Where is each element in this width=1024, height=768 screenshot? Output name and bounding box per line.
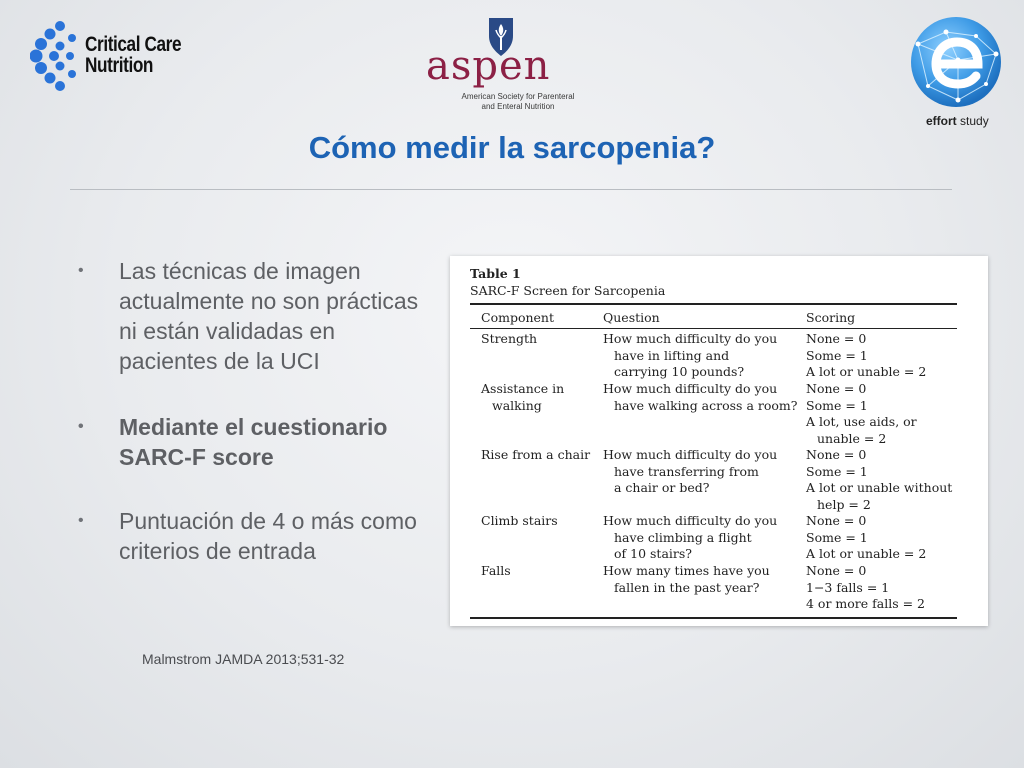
bullet-list: [78, 256, 428, 566]
aspen-subtitle: [428, 92, 608, 112]
table-header-question: Question: [603, 310, 660, 325]
cell-line: How much difficulty do you: [603, 331, 778, 346]
cell-line: None = 0: [806, 447, 867, 462]
cell-line: How much difficulty do you: [603, 381, 778, 396]
cell-line: Some = 1: [806, 397, 868, 413]
cell-line: A lot or unable = 2: [806, 546, 927, 561]
bullet-item: [78, 506, 428, 566]
cell-line: Some = 1: [806, 463, 868, 479]
table-cell-question: [603, 563, 770, 596]
table-cell-scoring: [806, 513, 926, 563]
table-caption: SARC-F Screen for Sarcopenia: [470, 283, 666, 298]
slide-title: Cómo medir la sarcopenia?: [308, 130, 716, 165]
bullet-marker: •: [78, 262, 84, 279]
table-header-rule: [470, 328, 957, 329]
effort-label-light: study: [956, 114, 989, 128]
cell-line: have walking across a room?: [614, 397, 798, 413]
cell-line: Climb stairs: [481, 513, 558, 528]
cell-line: Rise from a chair: [481, 447, 591, 462]
cell-line: Assistance in: [481, 381, 565, 396]
cell-line: help = 2: [817, 496, 871, 512]
cell-line: walking: [492, 397, 542, 413]
title-divider: [70, 189, 952, 190]
cell-line: have climbing a flight: [614, 529, 752, 545]
cell-line: A lot or unable = 2: [806, 364, 927, 379]
table-header-scoring: Scoring: [806, 310, 856, 325]
bullet-text: Puntuación de 4 o más como criterios de entrada: [119, 508, 417, 564]
bullet-text: Las técnicas de imagen actualmente no son prácticas ni están validadas en pacientes de la UCI: [119, 258, 419, 374]
cell-line: 4 or more falls = 2: [806, 596, 925, 611]
table-cell-component: [481, 381, 564, 414]
sarc-f-table: [450, 256, 988, 626]
table-cell-question: [603, 381, 797, 414]
table-cell-component: [481, 563, 511, 580]
effort-study-label: [926, 114, 989, 128]
cell-line: None = 0: [806, 513, 867, 528]
citation: Malmstrom JAMDA 2013;531-32: [142, 651, 345, 667]
table-top-rule: [470, 303, 957, 305]
table-cell-scoring: [806, 563, 925, 613]
cell-line: 1−3 falls = 1: [806, 579, 890, 595]
ccn-logo-line2: Nutrition: [85, 54, 154, 77]
effort-label-bold: effort: [926, 114, 957, 128]
bullet-marker: •: [78, 418, 84, 435]
cell-line: How much difficulty do you: [603, 447, 778, 462]
effort-globe-icon: [906, 14, 1010, 114]
cell-line: A lot or unable without: [806, 480, 953, 495]
cell-line: of 10 stairs?: [614, 546, 692, 561]
cell-line: have transferring from: [614, 463, 759, 479]
cell-line: None = 0: [806, 381, 867, 396]
aspen-subtitle-line1: American Society for Parenteral: [461, 92, 575, 101]
aspen-subtitle-line2: and Enteral Nutrition: [481, 102, 555, 111]
table-cell-scoring: [806, 381, 917, 447]
table-cell-component: [481, 513, 558, 530]
table-cell-question: [603, 447, 777, 497]
cell-line: have in lifting and: [614, 347, 730, 363]
cell-line: How many times have you: [603, 563, 770, 578]
table-cell-scoring: [806, 331, 926, 381]
table-cell-component: [481, 331, 537, 348]
cell-line: None = 0: [806, 563, 867, 578]
table-cell-component: [481, 447, 590, 464]
bullet-item: [78, 412, 428, 472]
cell-line: fallen in the past year?: [614, 579, 760, 595]
table-cell-question: [603, 513, 777, 563]
cell-line: How much difficulty do you: [603, 513, 778, 528]
cell-line: Some = 1: [806, 529, 868, 545]
bullet-text: Mediante el cuestionario SARC-F score: [119, 414, 388, 470]
critical-care-nutrition-logo: [30, 18, 180, 100]
bullet-item: [78, 256, 428, 376]
cell-line: None = 0: [806, 331, 867, 346]
cell-line: Some = 1: [806, 347, 868, 363]
aspen-logo: [418, 16, 608, 112]
ccn-logo-line1: Critical Care: [85, 33, 182, 56]
effort-study-logo: [906, 14, 1010, 132]
cell-line: carrying 10 pounds?: [614, 364, 745, 379]
ccn-logo-mark-icon: [30, 18, 86, 100]
cell-line: A lot, use aids, or: [806, 414, 917, 429]
cell-line: unable = 2: [817, 430, 887, 446]
cell-line: Falls: [481, 563, 511, 578]
table-label: Table 1: [470, 266, 521, 281]
ccn-logo-text: [85, 34, 181, 76]
table-header-component: Component: [481, 310, 554, 325]
cell-line: Strength: [481, 331, 538, 346]
table-cell-scoring: [806, 447, 952, 513]
cell-line: a chair or bed?: [614, 480, 710, 495]
bullet-marker: •: [78, 512, 84, 529]
table-bottom-rule: [470, 617, 957, 619]
aspen-wordmark: aspen: [426, 43, 551, 89]
table-cell-question: [603, 331, 777, 381]
